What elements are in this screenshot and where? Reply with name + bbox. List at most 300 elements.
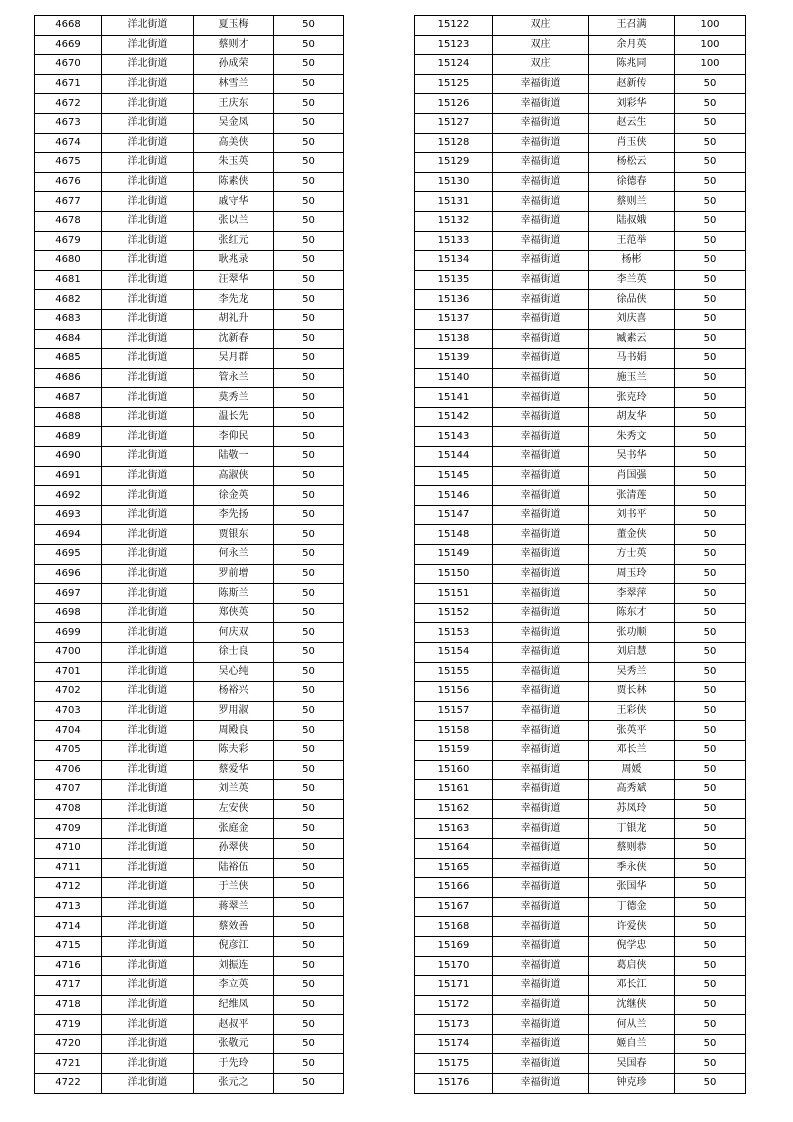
table-row: [35, 662, 344, 682]
person-name-cell: 王庆东: [194, 94, 274, 114]
amount-cell: 50: [274, 760, 344, 780]
table-row: [415, 956, 746, 976]
person-name-cell: 陆叔娥: [589, 211, 675, 231]
serial-number-cell: 4688: [35, 407, 102, 427]
district-cell: 洋北街道: [102, 290, 194, 310]
district-cell: 洋北街道: [102, 94, 194, 114]
district-cell: 幸福街道: [493, 643, 589, 663]
serial-number-cell: 15173: [415, 1015, 493, 1035]
district-cell: 洋北街道: [102, 897, 194, 917]
table-row: [415, 153, 746, 173]
amount-cell: 50: [274, 192, 344, 212]
district-cell: 洋北街道: [102, 407, 194, 427]
district-cell: 洋北街道: [102, 427, 194, 447]
serial-number-cell: 4686: [35, 368, 102, 388]
amount-cell: 50: [274, 231, 344, 251]
district-cell: 幸福街道: [493, 917, 589, 937]
serial-number-cell: 15146: [415, 486, 493, 506]
person-name-cell: 陆敬一: [194, 447, 274, 467]
district-cell: 洋北街道: [102, 466, 194, 486]
table-row: [35, 1015, 344, 1035]
table-row: [415, 329, 746, 349]
serial-number-cell: 4685: [35, 349, 102, 369]
district-cell: 洋北街道: [102, 623, 194, 643]
person-name-cell: 罗用淑: [194, 701, 274, 721]
amount-cell: 50: [274, 780, 344, 800]
district-cell: 洋北街道: [102, 780, 194, 800]
district-cell: 双庄: [493, 35, 589, 55]
person-name-cell: 张庭金: [194, 819, 274, 839]
person-name-cell: 施玉兰: [589, 368, 675, 388]
district-cell: 幸福街道: [493, 956, 589, 976]
person-name-cell: 季永侠: [589, 858, 675, 878]
table-row: [35, 1034, 344, 1054]
table-row: [415, 466, 746, 486]
table-row: [35, 956, 344, 976]
person-name-cell: 胡礼升: [194, 309, 274, 329]
amount-cell: 50: [675, 251, 746, 271]
amount-cell: 50: [274, 545, 344, 565]
district-cell: 幸福街道: [493, 309, 589, 329]
amount-cell: 100: [675, 16, 746, 36]
table-row: [415, 662, 746, 682]
serial-number-cell: 15150: [415, 564, 493, 584]
person-name-cell: 张元之: [194, 1074, 274, 1094]
person-name-cell: 朱玉英: [194, 153, 274, 173]
amount-cell: 50: [675, 662, 746, 682]
serial-number-cell: 4699: [35, 623, 102, 643]
serial-number-cell: 4691: [35, 466, 102, 486]
table-row: [415, 113, 746, 133]
district-cell: 洋北街道: [102, 701, 194, 721]
amount-cell: 50: [675, 545, 746, 565]
amount-cell: 50: [675, 1015, 746, 1035]
table-row: [35, 976, 344, 996]
district-cell: 幸福街道: [493, 838, 589, 858]
amount-cell: 50: [675, 760, 746, 780]
amount-cell: 50: [274, 701, 344, 721]
person-name-cell: 丁银龙: [589, 819, 675, 839]
table-row: [415, 936, 746, 956]
roster-table-right-body: [415, 16, 746, 1094]
table-row: [35, 349, 344, 369]
district-cell: 幸福街道: [493, 447, 589, 467]
table-row: [415, 388, 746, 408]
serial-number-cell: 15165: [415, 858, 493, 878]
person-name-cell: 倪彦江: [194, 936, 274, 956]
table-row: [415, 584, 746, 604]
table-row: [35, 819, 344, 839]
person-name-cell: 陈夫彩: [194, 740, 274, 760]
table-row: [35, 623, 344, 643]
amount-cell: 50: [675, 917, 746, 937]
district-cell: 洋北街道: [102, 153, 194, 173]
person-name-cell: 肖国强: [589, 466, 675, 486]
district-cell: 洋北街道: [102, 133, 194, 153]
serial-number-cell: 15170: [415, 956, 493, 976]
amount-cell: 50: [675, 192, 746, 212]
table-row: [35, 368, 344, 388]
district-cell: 幸福街道: [493, 545, 589, 565]
district-cell: 洋北街道: [102, 329, 194, 349]
person-name-cell: 罗前增: [194, 564, 274, 584]
serial-number-cell: 4681: [35, 270, 102, 290]
table-row: [35, 721, 344, 741]
amount-cell: 50: [274, 94, 344, 114]
amount-cell: 50: [274, 74, 344, 94]
person-name-cell: 姬自兰: [589, 1034, 675, 1054]
serial-number-cell: 15149: [415, 545, 493, 565]
person-name-cell: 蒋翠兰: [194, 897, 274, 917]
person-name-cell: 贾银东: [194, 525, 274, 545]
amount-cell: 50: [274, 1074, 344, 1094]
serial-number-cell: 15151: [415, 584, 493, 604]
amount-cell: 50: [274, 486, 344, 506]
person-name-cell: 高秀斌: [589, 780, 675, 800]
serial-number-cell: 4713: [35, 897, 102, 917]
serial-number-cell: 15176: [415, 1074, 493, 1094]
district-cell: 幸福街道: [493, 270, 589, 290]
table-row: [415, 799, 746, 819]
district-cell: 洋北街道: [102, 231, 194, 251]
serial-number-cell: 15138: [415, 329, 493, 349]
amount-cell: 50: [675, 995, 746, 1015]
district-cell: 洋北街道: [102, 662, 194, 682]
person-name-cell: 张功顺: [589, 623, 675, 643]
table-row: [35, 290, 344, 310]
district-cell: 洋北街道: [102, 564, 194, 584]
district-cell: 洋北街道: [102, 956, 194, 976]
amount-cell: 50: [675, 701, 746, 721]
amount-cell: 50: [675, 1054, 746, 1074]
person-name-cell: 汪翠华: [194, 270, 274, 290]
district-cell: 洋北街道: [102, 309, 194, 329]
serial-number-cell: 4668: [35, 16, 102, 36]
district-cell: 幸福街道: [493, 819, 589, 839]
district-cell: 洋北街道: [102, 936, 194, 956]
roster-table-right: [414, 15, 746, 1094]
person-name-cell: 刘彩华: [589, 94, 675, 114]
amount-cell: 50: [675, 94, 746, 114]
district-cell: 幸福街道: [493, 251, 589, 271]
table-row: [415, 1034, 746, 1054]
amount-cell: 50: [274, 995, 344, 1015]
amount-cell: 50: [675, 623, 746, 643]
serial-number-cell: 15158: [415, 721, 493, 741]
person-name-cell: 赵云生: [589, 113, 675, 133]
serial-number-cell: 15168: [415, 917, 493, 937]
amount-cell: 50: [675, 270, 746, 290]
district-cell: 洋北街道: [102, 251, 194, 271]
district-cell: 幸福街道: [493, 878, 589, 898]
serial-number-cell: 15147: [415, 505, 493, 525]
table-row: [35, 897, 344, 917]
district-cell: 洋北街道: [102, 368, 194, 388]
serial-number-cell: 4695: [35, 545, 102, 565]
serial-number-cell: 4704: [35, 721, 102, 741]
person-name-cell: 徐品侠: [589, 290, 675, 310]
person-name-cell: 杨松云: [589, 153, 675, 173]
person-name-cell: 方士英: [589, 545, 675, 565]
table-row: [35, 1074, 344, 1094]
table-row: [35, 584, 344, 604]
person-name-cell: 胡友华: [589, 407, 675, 427]
serial-number-cell: 15155: [415, 662, 493, 682]
serial-number-cell: 15154: [415, 643, 493, 663]
district-cell: 幸福街道: [493, 192, 589, 212]
person-name-cell: 李兰英: [589, 270, 675, 290]
person-name-cell: 何永兰: [194, 545, 274, 565]
amount-cell: 50: [675, 329, 746, 349]
table-row: [35, 192, 344, 212]
person-name-cell: 倪学忠: [589, 936, 675, 956]
amount-cell: 50: [274, 466, 344, 486]
table-row: [35, 799, 344, 819]
person-name-cell: 何庆双: [194, 623, 274, 643]
person-name-cell: 余月英: [589, 35, 675, 55]
district-cell: 幸福街道: [493, 407, 589, 427]
table-row: [415, 309, 746, 329]
serial-number-cell: 15124: [415, 55, 493, 75]
table-row: [35, 16, 344, 36]
person-name-cell: 温长先: [194, 407, 274, 427]
table-row: [35, 682, 344, 702]
amount-cell: 50: [675, 486, 746, 506]
district-cell: 幸福街道: [493, 701, 589, 721]
district-cell: 洋北街道: [102, 1034, 194, 1054]
district-cell: 幸福街道: [493, 466, 589, 486]
person-name-cell: 张红元: [194, 231, 274, 251]
district-cell: 洋北街道: [102, 799, 194, 819]
person-name-cell: 郑侠英: [194, 603, 274, 623]
district-cell: 洋北街道: [102, 917, 194, 937]
table-row: [35, 838, 344, 858]
table-row: [35, 505, 344, 525]
district-cell: 洋北街道: [102, 1074, 194, 1094]
person-name-cell: 蔡则才: [194, 35, 274, 55]
serial-number-cell: 4671: [35, 74, 102, 94]
district-cell: 洋北街道: [102, 55, 194, 75]
person-name-cell: 贾长林: [589, 682, 675, 702]
person-name-cell: 高淑侠: [194, 466, 274, 486]
district-cell: 幸福街道: [493, 1015, 589, 1035]
serial-number-cell: 15166: [415, 878, 493, 898]
amount-cell: 50: [274, 153, 344, 173]
district-cell: 洋北街道: [102, 643, 194, 663]
table-row: [415, 1015, 746, 1035]
table-row: [415, 1074, 746, 1094]
serial-number-cell: 15145: [415, 466, 493, 486]
person-name-cell: 高美侠: [194, 133, 274, 153]
amount-cell: 50: [274, 251, 344, 271]
serial-number-cell: 4678: [35, 211, 102, 231]
serial-number-cell: 15126: [415, 94, 493, 114]
district-cell: 幸福街道: [493, 780, 589, 800]
person-name-cell: 沈继侠: [589, 995, 675, 1015]
serial-number-cell: 15152: [415, 603, 493, 623]
person-name-cell: 王彩侠: [589, 701, 675, 721]
district-cell: 幸福街道: [493, 133, 589, 153]
person-name-cell: 李先龙: [194, 290, 274, 310]
district-cell: 洋北街道: [102, 838, 194, 858]
table-row: [415, 603, 746, 623]
district-cell: 洋北街道: [102, 270, 194, 290]
serial-number-cell: 4693: [35, 505, 102, 525]
amount-cell: 50: [675, 427, 746, 447]
person-name-cell: 张以兰: [194, 211, 274, 231]
serial-number-cell: 15163: [415, 819, 493, 839]
district-cell: 幸福街道: [493, 290, 589, 310]
table-row: [35, 35, 344, 55]
district-cell: 双庄: [493, 55, 589, 75]
table-row: [415, 133, 746, 153]
table-row: [415, 682, 746, 702]
district-cell: 幸福街道: [493, 1054, 589, 1074]
table-row: [35, 995, 344, 1015]
amount-cell: 50: [675, 897, 746, 917]
amount-cell: 50: [274, 1015, 344, 1035]
serial-number-cell: 4710: [35, 838, 102, 858]
district-cell: 洋北街道: [102, 545, 194, 565]
person-name-cell: 戚守华: [194, 192, 274, 212]
serial-number-cell: 15157: [415, 701, 493, 721]
amount-cell: 50: [675, 1074, 746, 1094]
serial-number-cell: 15167: [415, 897, 493, 917]
serial-number-cell: 4721: [35, 1054, 102, 1074]
district-cell: 幸福街道: [493, 897, 589, 917]
amount-cell: 50: [675, 740, 746, 760]
amount-cell: 50: [675, 113, 746, 133]
person-name-cell: 蔡效善: [194, 917, 274, 937]
serial-number-cell: 4672: [35, 94, 102, 114]
district-cell: 洋北街道: [102, 16, 194, 36]
district-cell: 幸福街道: [493, 427, 589, 447]
district-cell: 幸福街道: [493, 1034, 589, 1054]
amount-cell: 50: [274, 113, 344, 133]
person-name-cell: 张清莲: [589, 486, 675, 506]
person-name-cell: 徐士良: [194, 643, 274, 663]
person-name-cell: 肖玉侠: [589, 133, 675, 153]
table-row: [35, 466, 344, 486]
table-row: [415, 35, 746, 55]
person-name-cell: 于兰侠: [194, 878, 274, 898]
table-row: [35, 133, 344, 153]
serial-number-cell: 15174: [415, 1034, 493, 1054]
table-row: [415, 251, 746, 271]
serial-number-cell: 4698: [35, 603, 102, 623]
district-cell: 幸福街道: [493, 623, 589, 643]
amount-cell: 50: [274, 55, 344, 75]
person-name-cell: 张英平: [589, 721, 675, 741]
table-row: [415, 995, 746, 1015]
person-name-cell: 马书娟: [589, 349, 675, 369]
serial-number-cell: 15135: [415, 270, 493, 290]
person-name-cell: 吴国春: [589, 1054, 675, 1074]
district-cell: 洋北街道: [102, 35, 194, 55]
table-row: [415, 760, 746, 780]
amount-cell: 50: [675, 211, 746, 231]
amount-cell: 50: [675, 682, 746, 702]
amount-cell: 50: [675, 936, 746, 956]
district-cell: 洋北街道: [102, 525, 194, 545]
district-cell: 洋北街道: [102, 505, 194, 525]
table-row: [35, 740, 344, 760]
amount-cell: 50: [274, 584, 344, 604]
table-row: [35, 172, 344, 192]
district-cell: 洋北街道: [102, 192, 194, 212]
district-cell: 洋北街道: [102, 584, 194, 604]
serial-number-cell: 4706: [35, 760, 102, 780]
amount-cell: 50: [274, 878, 344, 898]
person-name-cell: 纪维凤: [194, 995, 274, 1015]
table-row: [35, 603, 344, 623]
roster-table-left: [34, 15, 344, 1094]
district-cell: 幸福街道: [493, 936, 589, 956]
serial-number-cell: 4703: [35, 701, 102, 721]
table-row: [415, 349, 746, 369]
amount-cell: 50: [274, 1034, 344, 1054]
serial-number-cell: 4669: [35, 35, 102, 55]
person-name-cell: 陈斯兰: [194, 584, 274, 604]
table-row: [415, 505, 746, 525]
table-row: [35, 231, 344, 251]
amount-cell: 50: [274, 623, 344, 643]
serial-number-cell: 4696: [35, 564, 102, 584]
serial-number-cell: 15130: [415, 172, 493, 192]
serial-number-cell: 4677: [35, 192, 102, 212]
person-name-cell: 邓长兰: [589, 740, 675, 760]
table-row: [415, 1054, 746, 1074]
serial-number-cell: 15169: [415, 936, 493, 956]
person-name-cell: 臧素云: [589, 329, 675, 349]
amount-cell: 50: [274, 35, 344, 55]
table-row: [35, 858, 344, 878]
amount-cell: 50: [675, 603, 746, 623]
district-cell: 洋北街道: [102, 1015, 194, 1035]
serial-number-cell: 4705: [35, 740, 102, 760]
district-cell: 洋北街道: [102, 74, 194, 94]
person-name-cell: 夏玉梅: [194, 16, 274, 36]
district-cell: 洋北街道: [102, 388, 194, 408]
person-name-cell: 陈素侠: [194, 172, 274, 192]
person-name-cell: 王召满: [589, 16, 675, 36]
serial-number-cell: 15137: [415, 309, 493, 329]
district-cell: 双庄: [493, 16, 589, 36]
table-row: [415, 94, 746, 114]
amount-cell: 50: [274, 427, 344, 447]
table-row: [35, 427, 344, 447]
amount-cell: 50: [274, 976, 344, 996]
amount-cell: 100: [675, 35, 746, 55]
serial-number-cell: 4702: [35, 682, 102, 702]
amount-cell: 50: [274, 16, 344, 36]
amount-cell: 50: [675, 976, 746, 996]
amount-cell: 50: [675, 956, 746, 976]
person-name-cell: 蔡则恭: [589, 838, 675, 858]
amount-cell: 50: [274, 172, 344, 192]
serial-number-cell: 4708: [35, 799, 102, 819]
person-name-cell: 朱秀文: [589, 427, 675, 447]
person-name-cell: 董金侠: [589, 525, 675, 545]
amount-cell: 50: [274, 643, 344, 663]
person-name-cell: 张国华: [589, 878, 675, 898]
person-name-cell: 林雪兰: [194, 74, 274, 94]
district-cell: 洋北街道: [102, 211, 194, 231]
district-cell: 幸福街道: [493, 113, 589, 133]
person-name-cell: 吴金凤: [194, 113, 274, 133]
person-name-cell: 丁德金: [589, 897, 675, 917]
person-name-cell: 刘书平: [589, 505, 675, 525]
